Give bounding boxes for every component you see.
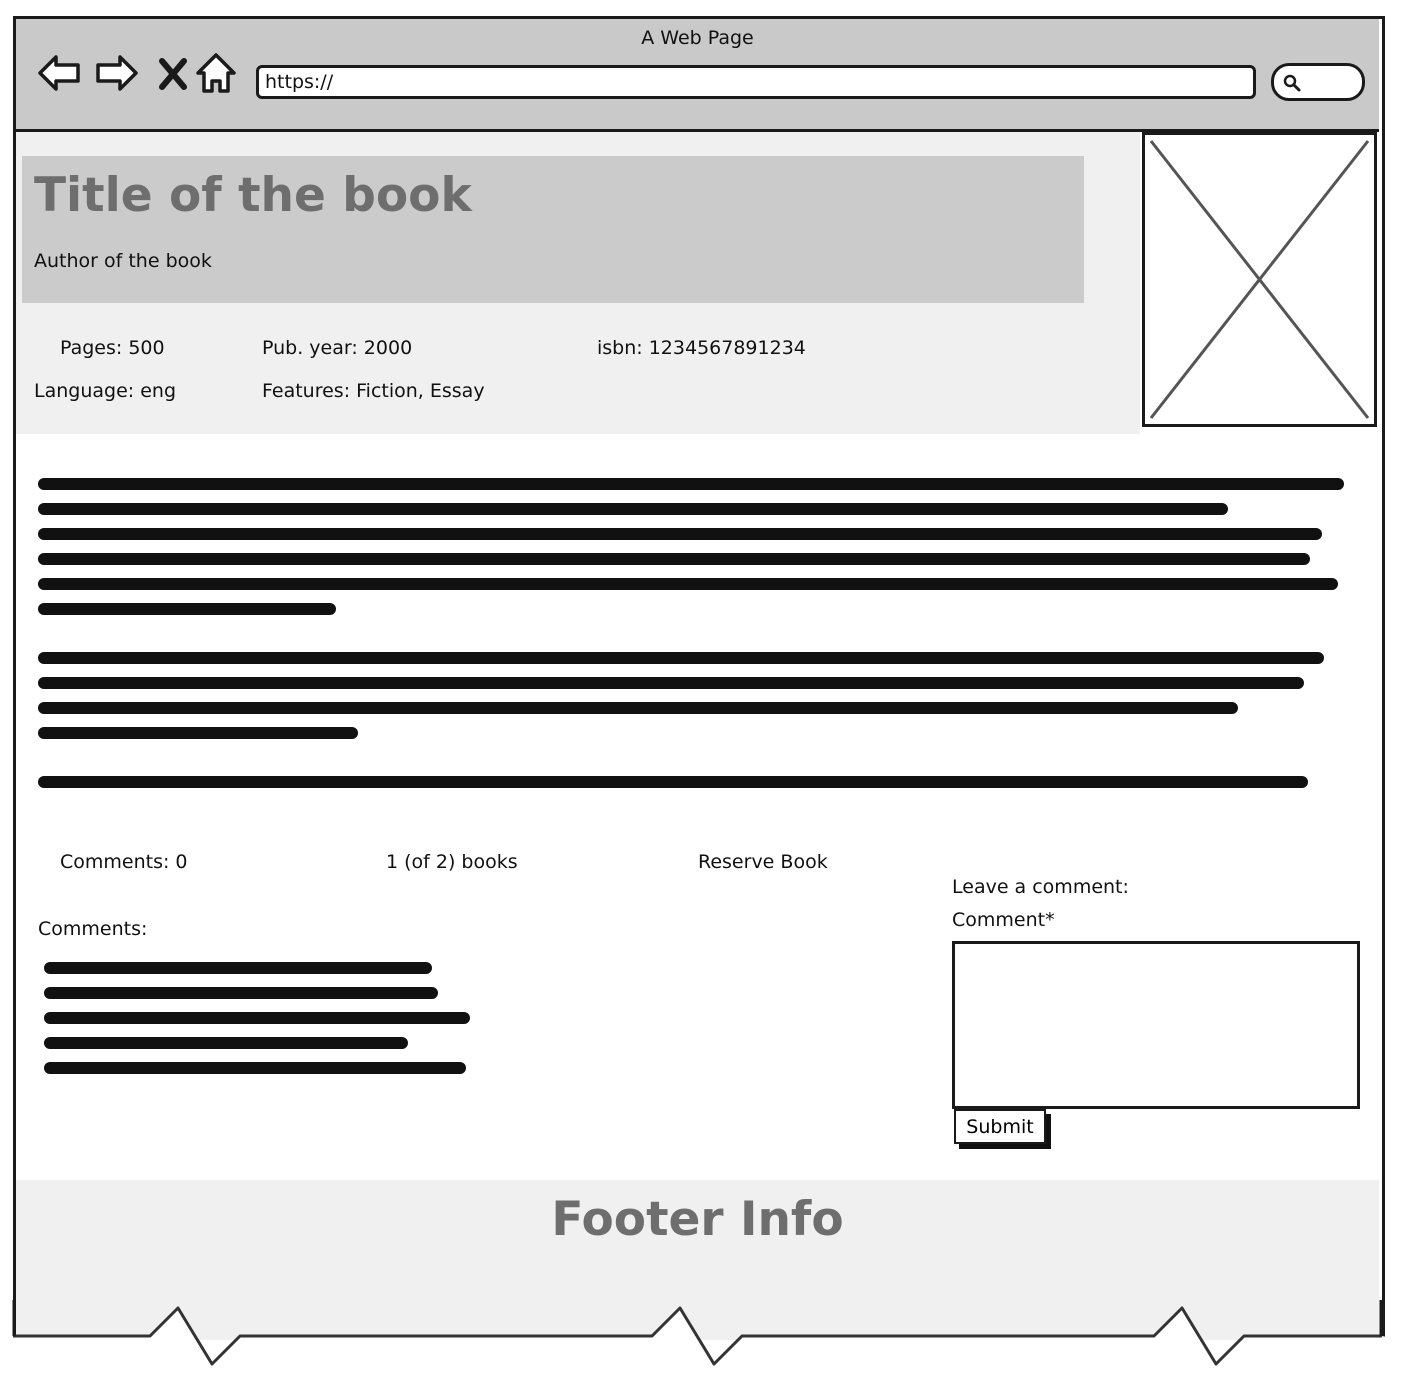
- description-paragraph: [38, 652, 1348, 752]
- availability-count: 1 (of 2) books: [386, 851, 518, 873]
- comment-field-label: Comment*: [952, 909, 1055, 931]
- image-placeholder-icon: [1145, 135, 1374, 424]
- close-icon[interactable]: [150, 49, 198, 97]
- comment-text: [44, 962, 474, 1087]
- leave-comment-heading: Leave a comment:: [952, 876, 1129, 898]
- submit-button[interactable]: Submit: [954, 1109, 1046, 1144]
- back-arrow-icon[interactable]: [36, 49, 84, 97]
- book-isbn: isbn: 1234567891234: [597, 337, 806, 359]
- comments-heading: Comments:: [38, 918, 148, 940]
- book-pages: Pages: 500: [60, 337, 165, 359]
- book-title: Title of the book: [34, 168, 472, 223]
- window-title: A Web Page: [641, 27, 754, 49]
- description-paragraph: [38, 478, 1348, 628]
- book-author: Author of the book: [34, 250, 212, 272]
- url-input[interactable]: https://: [256, 65, 1256, 99]
- reserve-book-link[interactable]: Reserve Book: [698, 851, 828, 873]
- comment-textarea[interactable]: [952, 941, 1360, 1109]
- search-icon: [1282, 73, 1302, 93]
- book-language: Language: eng: [34, 380, 176, 402]
- book-cover: [1142, 132, 1377, 427]
- forward-arrow-icon[interactable]: [92, 49, 140, 97]
- footer-info: Footer Info: [551, 1192, 844, 1247]
- search-field[interactable]: [1271, 63, 1365, 101]
- torn-page-edge: [0, 1300, 1402, 1378]
- browser-toolbar: [16, 19, 1379, 132]
- home-icon[interactable]: [192, 49, 240, 97]
- description-paragraph: [38, 776, 1348, 801]
- book-pub-year: Pub. year: 2000: [262, 337, 413, 359]
- comments-count: Comments: 0: [60, 851, 188, 873]
- book-features: Features: Fiction, Essay: [262, 380, 485, 402]
